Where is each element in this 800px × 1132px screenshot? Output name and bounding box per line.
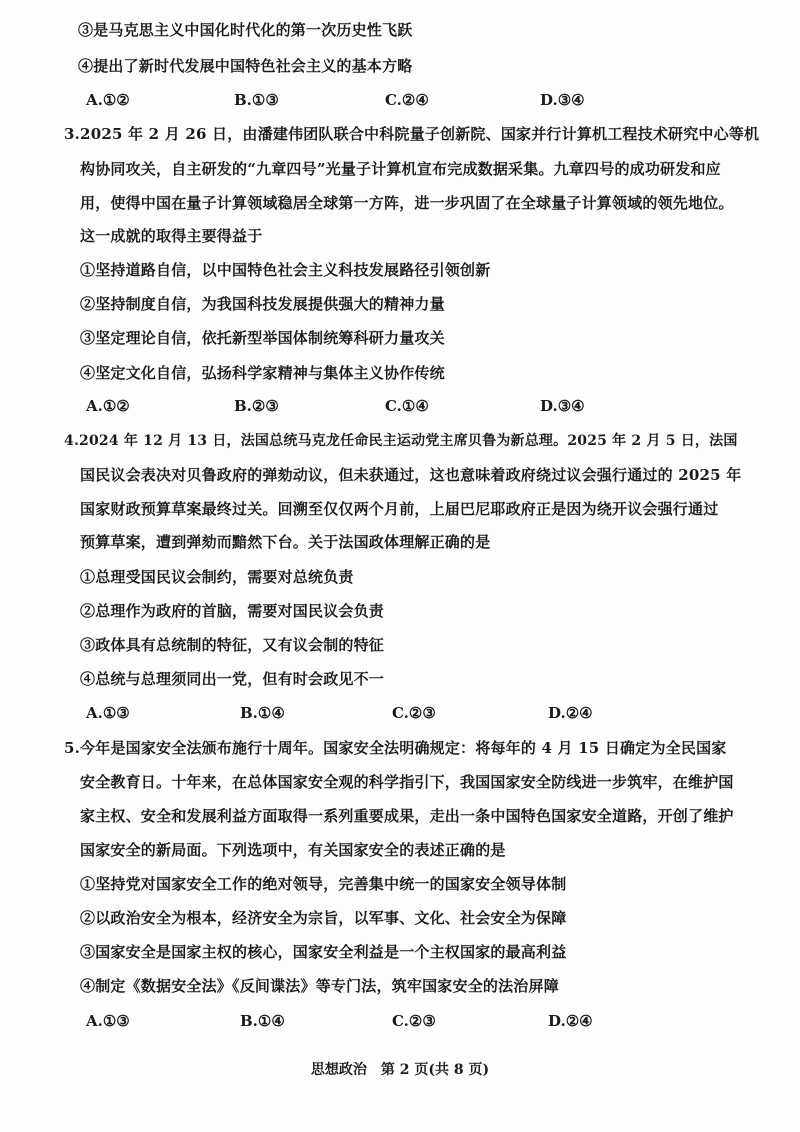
page-footer: 思想政治 第 2 页(共 8 页) bbox=[310, 1062, 490, 1078]
q3-option-d[interactable]: D.③④ bbox=[540, 397, 585, 415]
q5-item-2: ②以政治安全为根本，经济安全为宗旨，以军事、文化、社会安全为保障 bbox=[80, 909, 567, 927]
q5-option-d[interactable]: D.②④ bbox=[548, 1012, 593, 1030]
q4-option-a[interactable]: A.①③ bbox=[86, 704, 130, 722]
q4-stem-line-2: 国民议会表决对贝鲁政府的弹劾动议，但未获通过，这也意味着政府绕过议会强行通过的 2025 年 bbox=[80, 466, 742, 484]
q2-option-c[interactable]: C.②④ bbox=[385, 91, 429, 109]
q2-item-4: ④提出了新时代发展中国特色社会主义的基本方略 bbox=[78, 57, 413, 75]
q5-stem-line-3: 家主权、安全和发展利益方面取得一系列重要成果，走出一条中国特色国家安全道路，开创了维护 bbox=[80, 807, 734, 825]
q5-option-a[interactable]: A.①③ bbox=[86, 1012, 130, 1030]
q3-item-4: ④坚定文化自信，弘扬科学家精神与集体主义协作传统 bbox=[80, 364, 445, 382]
q3-option-b[interactable]: B.②③ bbox=[234, 397, 279, 415]
q5-stem-line-4: 国家安全的新局面。下列选项中，有关国家安全的表述正确的是 bbox=[80, 841, 506, 859]
q4-option-c[interactable]: C.②③ bbox=[392, 704, 436, 722]
q3-stem-line-4: 这一成就的取得主要得益于 bbox=[80, 227, 263, 245]
q2-item-3: ③是马克思主义中国化时代化的第一次历史性飞跃 bbox=[78, 21, 413, 39]
q5-item-4: ④制定《数据安全法》《反间谍法》等专门法，筑牢国家安全的法治屏障 bbox=[80, 977, 559, 995]
q4-stem-line-1: 4.2024 年 12 月 13 日，法国总统马克龙任命民主运动党主席贝鲁为新总理。2025 年 2 月 5 日，法国 bbox=[64, 433, 738, 449]
q2-option-d[interactable]: D.③④ bbox=[540, 91, 585, 109]
q5-item-3: ③国家安全是国家主权的核心，国家安全利益是一个主权国家的最高利益 bbox=[80, 943, 567, 961]
q4-item-2: ②总理作为政府的首脑，需要对国民议会负责 bbox=[80, 602, 385, 620]
q2-option-a[interactable]: A.①② bbox=[86, 91, 130, 109]
q5-stem-line-1: 5.今年是国家安全法颁布施行十周年。国家安全法明确规定：将每年的 4 月 15 日确定为全民国家 bbox=[64, 739, 727, 757]
q2-option-b[interactable]: B.①③ bbox=[234, 91, 279, 109]
q4-option-d[interactable]: D.②④ bbox=[548, 704, 593, 722]
q4-stem-line-4: 预算草案，遭到弹劾而黯然下台。关于法国政体理解正确的是 bbox=[80, 533, 491, 551]
q3-item-1: ①坚持道路自信，以中国特色社会主义科技发展路径引领创新 bbox=[80, 261, 491, 279]
q3-stem-line-2: 构协同攻关，自主研发的“九章四号”光量子计算机宣布完成数据采集。九章四号的成功研发和应 bbox=[80, 160, 721, 178]
q4-item-3: ③政体具有总统制的特征，又有议会制的特征 bbox=[80, 636, 385, 654]
q3-item-2: ②坚持制度自信，为我国科技发展提供强大的精神力量 bbox=[80, 295, 445, 313]
q5-option-c[interactable]: C.②③ bbox=[392, 1012, 436, 1030]
q4-item-4: ④总统与总理须同出一党，但有时会政见不一 bbox=[80, 670, 385, 688]
q3-stem-line-1: 3.2025 年 2 月 26 日，由潘建伟团队联合中科院量子创新院、国家并行计算机工程技术研究中心等机 bbox=[64, 125, 760, 143]
q5-item-1: ①坚持党对国家安全工作的绝对领导，完善集中统一的国家安全领导体制 bbox=[80, 875, 567, 893]
q5-stem-line-2: 安全教育日。十年来，在总体国家安全观的科学指引下，我国国家安全防线进一步筑牢，在维护国 bbox=[80, 773, 734, 791]
q3-stem-line-3: 用，使得中国在量子计算领域稳居全球第一方阵，进一步巩固了在全球量子计算领域的领先地位。 bbox=[80, 194, 734, 212]
q4-stem-line-3: 国家财政预算草案最终过关。回溯至仅仅两个月前，上届巴尼耶政府正是因为绕开议会强行通过 bbox=[80, 500, 719, 518]
q4-option-b[interactable]: B.①④ bbox=[240, 704, 285, 722]
q3-option-a[interactable]: A.①② bbox=[86, 397, 130, 415]
q4-item-1: ①总理受国民议会制约，需要对总统负责 bbox=[80, 568, 354, 586]
q5-option-b[interactable]: B.①④ bbox=[240, 1012, 285, 1030]
q3-option-c[interactable]: C.①④ bbox=[385, 397, 429, 415]
q3-item-3: ③坚定理论自信，依托新型举国体制统筹科研力量攻关 bbox=[80, 329, 445, 347]
